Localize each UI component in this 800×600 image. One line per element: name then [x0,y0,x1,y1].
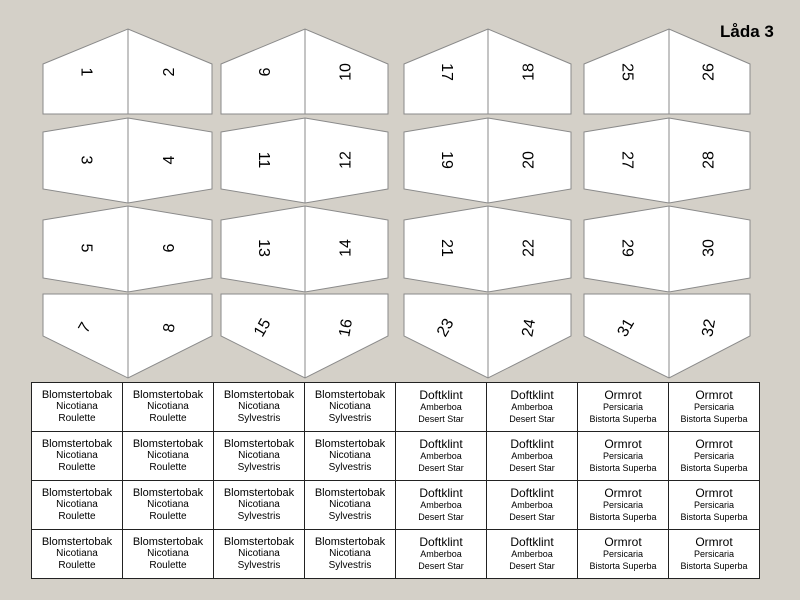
genus-name: Nicotiana [56,401,98,412]
label-cell [214,481,305,530]
genus-name: Nicotiana [147,401,189,412]
common-name: Blomstertobak [132,487,204,499]
variety-name: Bistorta Superba [589,512,657,522]
variety-name: Bistorta Superba [680,463,748,473]
label-cell [214,383,305,432]
genus-name: Persicaria [602,451,643,461]
common-name: Ormrot [695,437,733,451]
label-cell [669,530,760,579]
variety-name: Desert Star [509,414,555,424]
variety-name: Sylvestris [237,413,281,424]
common-name: Doftklint [419,388,463,402]
label-cell [669,432,760,481]
common-name: Blomstertobak [223,438,295,450]
label-cell [305,383,396,432]
shape-number: 16 [336,317,357,339]
shape-number: 13 [254,239,272,257]
shape-number: 30 [700,239,718,257]
genus-name: Persicaria [693,549,734,559]
common-name: Ormrot [695,486,733,500]
shape-number: 24 [519,317,540,339]
shape-number: 31 [614,315,639,340]
label-cell [669,481,760,530]
common-name: Doftklint [419,486,463,500]
common-name: Ormrot [604,388,642,402]
common-name: Ormrot [604,437,642,451]
genus-name: Amberboa [420,402,462,412]
shape-number: 23 [433,315,458,340]
label-cell [578,432,669,481]
variety-name: Roulette [149,560,187,571]
variety-name: Desert Star [418,561,464,571]
genus-name: Nicotiana [56,450,98,461]
cutout-shape [584,294,750,378]
label-table [31,382,760,579]
genus-name: Nicotiana [56,499,98,510]
variety-name: Bistorta Superba [589,463,657,473]
genus-name: Nicotiana [238,548,280,559]
variety-name: Bistorta Superba [680,561,748,571]
variety-name: Desert Star [418,512,464,522]
common-name: Blomstertobak [314,438,386,450]
cutout-shape [43,206,212,292]
cutout-shape [584,29,750,114]
common-name: Ormrot [695,388,733,402]
label-cell [305,481,396,530]
variety-name: Roulette [58,413,96,424]
shape-number: 6 [161,243,179,253]
shape-number: 7 [75,319,95,336]
variety-name: Roulette [149,511,187,522]
common-name: Blomstertobak [223,487,295,499]
common-name: Blomstertobak [314,487,386,499]
cutout-shape [221,294,388,378]
genus-name: Amberboa [511,500,553,510]
common-name: Ormrot [604,535,642,549]
cutout-shape [43,294,212,378]
label-row [32,530,760,579]
label-cell [487,481,578,530]
cutout-shape [404,294,571,378]
shape-number: 2 [161,67,179,77]
common-name: Doftklint [419,437,463,451]
page-title: Låda 3 [720,22,774,41]
cutout-shape [404,29,571,114]
shape-number: 18 [520,63,538,81]
genus-name: Nicotiana [238,499,280,510]
variety-name: Desert Star [418,414,464,424]
common-name: Doftklint [510,486,554,500]
variety-name: Sylvestris [328,560,372,571]
label-cell [396,432,487,481]
variety-name: Desert Star [509,512,555,522]
label-cell [32,383,123,432]
label-cell [305,530,396,579]
genus-name: Nicotiana [147,499,189,510]
genus-name: Persicaria [693,451,734,461]
genus-name: Nicotiana [147,450,189,461]
genus-name: Persicaria [602,549,643,559]
variety-name: Roulette [149,462,187,473]
label-cell [123,383,214,432]
variety-name: Bistorta Superba [589,414,657,424]
genus-name: Nicotiana [56,548,98,559]
shape-number: 3 [77,155,95,165]
label-cell [669,383,760,432]
variety-name: Sylvestris [237,462,281,473]
genus-name: Amberboa [511,549,553,559]
shape-number: 27 [618,151,636,169]
variety-name: Sylvestris [328,462,372,473]
common-name: Blomstertobak [132,536,204,548]
variety-name: Bistorta Superba [589,561,657,571]
variety-name: Roulette [58,560,96,571]
shape-number: 19 [437,151,455,169]
label-cell [578,530,669,579]
shape-number: 5 [77,243,95,253]
common-name: Ormrot [604,486,642,500]
label-cell [396,530,487,579]
common-name: Blomstertobak [223,389,295,401]
genus-name: Nicotiana [329,450,371,461]
label-cell [32,432,123,481]
label-cell [578,383,669,432]
variety-name: Roulette [149,413,187,424]
shape-number: 22 [520,239,538,257]
label-cell [32,481,123,530]
cutout-shape [221,29,388,114]
shape-number: 10 [337,63,355,81]
shape-number: 8 [160,322,179,334]
variety-name: Desert Star [509,463,555,473]
variety-name: Desert Star [418,463,464,473]
shape-number: 28 [700,151,718,169]
cutout-shape [43,29,212,114]
genus-name: Nicotiana [329,401,371,412]
label-cell [396,481,487,530]
variety-name: Bistorta Superba [680,414,748,424]
label-cell [123,432,214,481]
label-cell [487,383,578,432]
shape-number: 12 [337,151,355,169]
common-name: Blomstertobak [223,536,295,548]
label-cell [123,530,214,579]
shape-number: 20 [520,151,538,169]
label-cell [214,530,305,579]
cutout-shape [584,118,750,203]
variety-name: Roulette [58,462,96,473]
shape-number: 17 [437,63,455,81]
cutout-shape [584,206,750,292]
common-name: Blomstertobak [132,389,204,401]
label-cell [32,530,123,579]
genus-name: Nicotiana [329,499,371,510]
shape-number: 29 [618,239,636,257]
genus-name: Amberboa [420,500,462,510]
shape-number: 11 [254,151,272,169]
label-cell [396,383,487,432]
label-row [32,383,760,432]
genus-name: Amberboa [420,549,462,559]
common-name: Doftklint [510,437,554,451]
shape-number: 4 [161,155,179,165]
shape-number: 26 [700,63,718,81]
shape-number: 14 [337,239,355,257]
label-cell [305,432,396,481]
shape-number: 15 [250,315,275,340]
common-name: Doftklint [419,535,463,549]
cutout-shape [404,118,571,203]
shape-number: 25 [618,63,636,81]
common-name: Doftklint [510,388,554,402]
shape-number: 32 [699,317,720,339]
label-cell [214,432,305,481]
common-name: Ormrot [695,535,733,549]
shape-number: 1 [77,67,95,77]
label-row [32,481,760,530]
label-row [32,432,760,481]
label-cell [487,432,578,481]
genus-name: Amberboa [511,451,553,461]
genus-name: Persicaria [693,402,734,412]
variety-name: Sylvestris [237,560,281,571]
variety-name: Sylvestris [328,511,372,522]
common-name: Blomstertobak [132,438,204,450]
shape-number: 21 [437,239,455,257]
common-name: Blomstertobak [314,536,386,548]
genus-name: Amberboa [511,402,553,412]
cutout-shape [221,206,388,292]
variety-name: Bistorta Superba [680,512,748,522]
shape-number: 9 [254,67,272,77]
variety-name: Desert Star [509,561,555,571]
label-cell [123,481,214,530]
genus-name: Persicaria [602,402,643,412]
variety-name: Sylvestris [328,413,372,424]
genus-name: Nicotiana [329,548,371,559]
label-cell [487,530,578,579]
genus-name: Persicaria [693,500,734,510]
common-name: Doftklint [510,535,554,549]
variety-name: Roulette [58,511,96,522]
cutout-shape [43,118,212,203]
common-name: Blomstertobak [41,536,113,548]
common-name: Blomstertobak [41,389,113,401]
label-cell [578,481,669,530]
genus-name: Nicotiana [238,401,280,412]
cutout-shape [404,206,571,292]
common-name: Blomstertobak [41,487,113,499]
common-name: Blomstertobak [314,389,386,401]
genus-name: Amberboa [420,451,462,461]
genus-name: Nicotiana [147,548,189,559]
common-name: Blomstertobak [41,438,113,450]
genus-name: Nicotiana [238,450,280,461]
cutout-shape [221,118,388,203]
genus-name: Persicaria [602,500,643,510]
variety-name: Sylvestris [237,511,281,522]
